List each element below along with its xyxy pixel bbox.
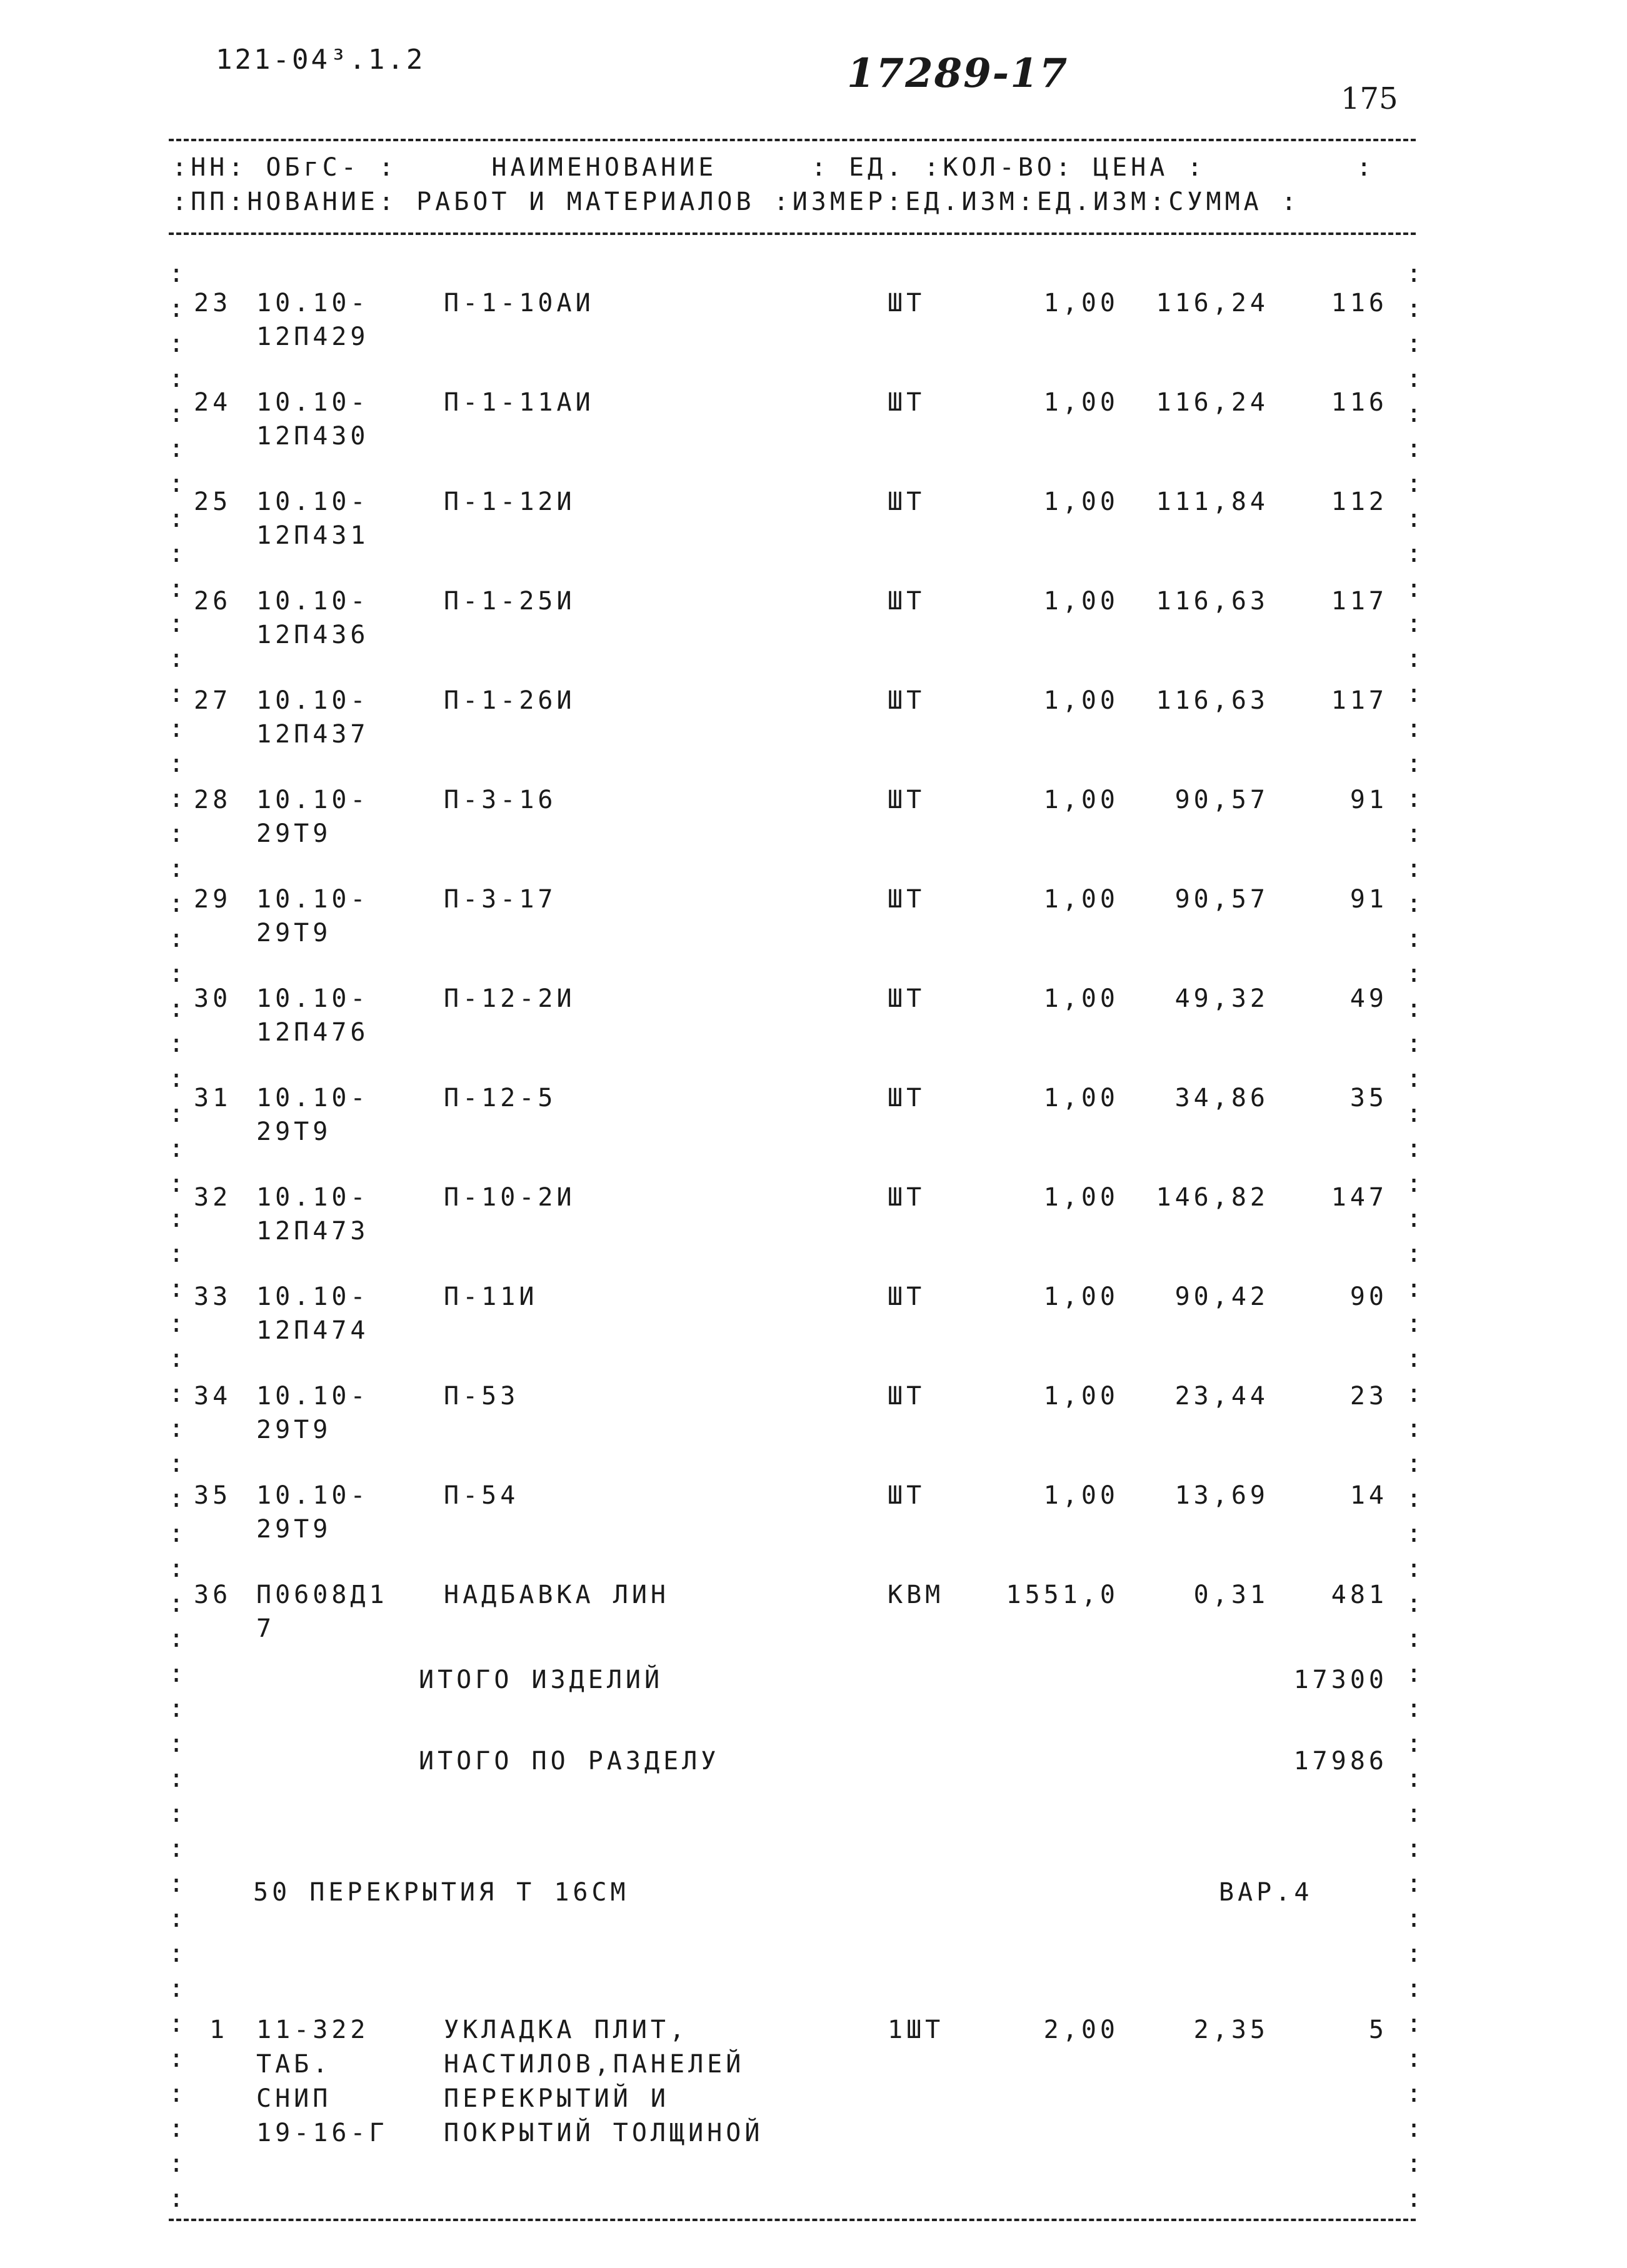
row-code: 10.10- (256, 1382, 369, 1411)
row-code-suffix: 12П436 (256, 621, 369, 649)
last-row-code-2: ТАБ. (256, 2050, 332, 2079)
row-name: П-54 (444, 1481, 519, 1510)
last-row-code-1: 11-322 (256, 2016, 369, 2044)
row-qty: 1,00 (1043, 587, 1119, 616)
row-code-suffix: 29Т9 (256, 1416, 332, 1444)
row-unit: ШТ (888, 984, 926, 1013)
row-qty: 1,00 (1043, 289, 1119, 317)
row-code-suffix: 29Т9 (256, 1515, 332, 1544)
row-name: П-1-12И (444, 487, 576, 516)
row-name: П-1-11АИ (444, 388, 594, 417)
row-sum: 116 (1331, 388, 1388, 417)
row-number: 33 (194, 1282, 232, 1311)
section-title: 50 ПЕРЕКРЫТИЯ Т 16СМ (253, 1878, 629, 1907)
row-name: П-12-2И (444, 984, 576, 1013)
row-price: 116,63 (1156, 686, 1269, 715)
last-row-unit: 1ШТ (888, 2016, 944, 2044)
row-number: 36 (194, 1581, 232, 1609)
row-number: 30 (194, 984, 232, 1013)
row-price: 90,42 (1174, 1282, 1269, 1311)
section-variant: ВАР.4 (1219, 1878, 1313, 1907)
page-number: 175 (1341, 81, 1398, 116)
row-number: 34 (194, 1382, 232, 1411)
row-name: П-10-2И (444, 1183, 576, 1212)
row-sum: 49 (1349, 984, 1388, 1013)
row-qty: 1,00 (1043, 984, 1119, 1013)
row-name: П-1-26И (444, 686, 576, 715)
row-unit: ШТ (888, 1183, 926, 1212)
table-bottom-border (169, 2219, 1416, 2221)
row-sum: 90 (1349, 1282, 1388, 1311)
row-sum: 14 (1349, 1481, 1388, 1510)
row-qty: 1551,0 (1006, 1581, 1119, 1609)
row-code: П0608Д1 (256, 1581, 388, 1609)
last-row-qty: 2,00 (1043, 2016, 1119, 2044)
row-unit: ШТ (888, 786, 926, 814)
row-sum: 116 (1331, 289, 1388, 317)
row-code: 10.10- (256, 1084, 369, 1112)
handwritten-number: 17289-17 (847, 50, 1069, 97)
row-qty: 1,00 (1043, 1481, 1119, 1510)
row-sum: 91 (1349, 885, 1388, 914)
column-header-line-1: :НН: ОБгС- : НАИМЕНОВАНИЕ : ЕД. :КОЛ-ВО: ЦЕНА : : (172, 153, 1376, 182)
row-name: П-3-16 (444, 786, 557, 814)
row-number: 28 (194, 786, 232, 814)
row-code-suffix: 7 (256, 1614, 276, 1643)
row-unit: ШТ (888, 289, 926, 317)
row-qty: 1,00 (1043, 686, 1119, 715)
row-code: 10.10- (256, 388, 369, 417)
header-bottom-border (169, 232, 1416, 235)
row-qty: 1,00 (1043, 885, 1119, 914)
row-qty: 1,00 (1043, 388, 1119, 417)
row-code: 10.10- (256, 1183, 369, 1212)
row-sum: 91 (1349, 786, 1388, 814)
row-number: 35 (194, 1481, 232, 1510)
row-unit: ШТ (888, 686, 926, 715)
row-sum: 117 (1331, 686, 1388, 715)
column-header-line-2: :ПП:НОВАНИЕ: РАБОТ И МАТЕРИАЛОВ :ИЗМЕР:ЕД.ИЗМ:ЕД.ИЗМ:СУММА : (172, 187, 1300, 216)
last-row-number: 1 (209, 2016, 229, 2044)
row-number: 31 (194, 1084, 232, 1112)
row-price: 13,69 (1174, 1481, 1269, 1510)
row-sum: 481 (1331, 1581, 1388, 1609)
row-code-suffix: 12П437 (256, 720, 369, 749)
total-value-items: 17300 (1293, 1666, 1388, 1694)
row-sum: 147 (1331, 1183, 1388, 1212)
row-price: 34,86 (1174, 1084, 1269, 1112)
row-code-suffix: 12П429 (256, 322, 369, 351)
row-code: 10.10- (256, 487, 369, 516)
last-row-name-3: ПЕРЕКРЫТИЙ И (444, 2084, 669, 2113)
row-code: 10.10- (256, 1481, 369, 1510)
last-row-sum: 5 (1368, 2016, 1388, 2044)
row-code-suffix: 12П430 (256, 422, 369, 451)
row-unit: ШТ (888, 1084, 926, 1112)
row-number: 23 (194, 289, 232, 317)
total-value-section: 17986 (1293, 1747, 1388, 1776)
total-label-section: ИТОГО ПО РАЗДЕЛУ (419, 1747, 720, 1776)
row-qty: 1,00 (1043, 1183, 1119, 1212)
row-price: 49,32 (1174, 984, 1269, 1013)
table-top-border (169, 139, 1416, 141)
row-code-suffix: 12П431 (256, 521, 369, 550)
row-code-suffix: 29Т9 (256, 1117, 332, 1146)
row-qty: 1,00 (1043, 487, 1119, 516)
last-row-price: 2,35 (1193, 2016, 1269, 2044)
row-price: 23,44 (1174, 1382, 1269, 1411)
row-code: 10.10- (256, 984, 369, 1013)
row-sum: 23 (1349, 1382, 1388, 1411)
row-name: П-12-5 (444, 1084, 557, 1112)
row-price: 116,63 (1156, 587, 1269, 616)
total-label-items: ИТОГО ИЗДЕЛИЙ (419, 1666, 664, 1694)
row-number: 24 (194, 388, 232, 417)
last-row-code-4: 19-16-Г (256, 2119, 388, 2147)
row-code: 10.10- (256, 885, 369, 914)
row-number: 32 (194, 1183, 232, 1212)
row-sum: 112 (1331, 487, 1388, 516)
row-price: 146,82 (1156, 1183, 1269, 1212)
row-qty: 1,00 (1043, 1282, 1119, 1311)
row-sum: 35 (1349, 1084, 1388, 1112)
row-code-suffix: 12П473 (256, 1217, 369, 1246)
row-sum: 117 (1331, 587, 1388, 616)
row-unit: КВМ (888, 1581, 944, 1609)
row-code: 10.10- (256, 1282, 369, 1311)
row-number: 26 (194, 587, 232, 616)
row-name: П-3-17 (444, 885, 557, 914)
row-price: 0,31 (1193, 1581, 1269, 1609)
row-qty: 1,00 (1043, 1084, 1119, 1112)
row-code: 10.10- (256, 786, 369, 814)
document-code: 121-04³.1.2 (216, 44, 426, 76)
row-price: 90,57 (1174, 786, 1269, 814)
row-price: 90,57 (1174, 885, 1269, 914)
row-code: 10.10- (256, 587, 369, 616)
row-name: П-1-25И (444, 587, 576, 616)
row-code-suffix: 12П474 (256, 1316, 369, 1345)
row-price: 116,24 (1156, 289, 1269, 317)
left-border: : : : : : : : : : : : : : : : : : : : : : : : : : : : : : : : : : : : : : : : : : : : : : : : : : : : : : : : : (169, 259, 184, 2213)
row-unit: ШТ (888, 587, 926, 616)
row-name: П-1-10АИ (444, 289, 594, 317)
row-unit: ШТ (888, 885, 926, 914)
row-unit: ШТ (888, 388, 926, 417)
row-name: П-11И (444, 1282, 538, 1311)
row-unit: ШТ (888, 1382, 926, 1411)
row-price: 111,84 (1156, 487, 1269, 516)
last-row-name-4: ПОКРЫТИЙ ТОЛЩИНОЙ (444, 2119, 764, 2147)
row-code-suffix: 12П476 (256, 1018, 369, 1047)
row-number: 29 (194, 885, 232, 914)
last-row-code-3: СНИП (256, 2084, 332, 2113)
last-row-name-1: УКЛАДКА ПЛИТ, (444, 2016, 689, 2044)
row-name: П-53 (444, 1382, 519, 1411)
row-number: 27 (194, 686, 232, 715)
last-row-name-2: НАСТИЛОВ,ПАНЕЛЕЙ (444, 2050, 745, 2079)
row-unit: ШТ (888, 1481, 926, 1510)
row-qty: 1,00 (1043, 1382, 1119, 1411)
right-border: : : : : : : : : : : : : : : : : : : : : : : : : : : : : : : : : : : : : : : : : : : : : : : : : : : : : : : : : (1406, 259, 1422, 2213)
row-number: 25 (194, 487, 232, 516)
row-name: НАДБАВКА ЛИН (444, 1581, 669, 1609)
row-unit: ШТ (888, 1282, 926, 1311)
row-qty: 1,00 (1043, 786, 1119, 814)
row-code-suffix: 29Т9 (256, 819, 332, 848)
row-code: 10.10- (256, 686, 369, 715)
row-code: 10.10- (256, 289, 369, 317)
row-code-suffix: 29Т9 (256, 919, 332, 947)
row-unit: ШТ (888, 487, 926, 516)
row-price: 116,24 (1156, 388, 1269, 417)
